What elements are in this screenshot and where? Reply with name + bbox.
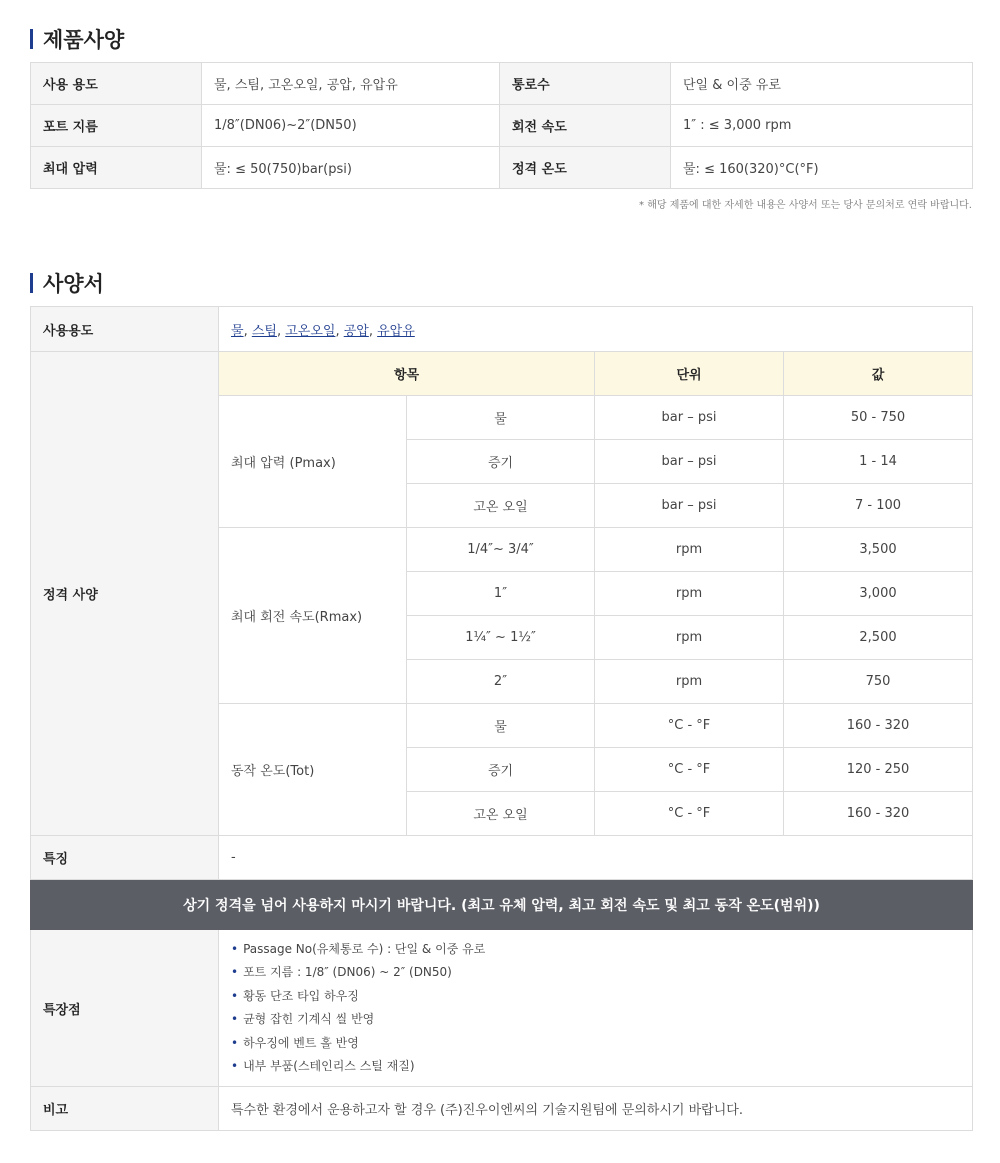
sub-item: 고온 오일 (407, 792, 595, 836)
spec-value: 물: ≤ 50(750)bar(psi) (202, 147, 500, 189)
spec-value: 물: ≤ 160(320)°C(°F) (671, 147, 973, 189)
sub-item: 1/4″~ 3/4″ (407, 528, 595, 572)
value-cell: 3,000 (784, 572, 973, 616)
spec-row (31, 147, 973, 189)
group-name: 최대 회전 속도(Rmax) (219, 528, 407, 704)
spec-label: 정격 온도 (500, 147, 671, 189)
value-cell: 160 - 320 (784, 704, 973, 748)
usage-link-pneumatic[interactable]: 공압 (343, 323, 369, 339)
usage-links: 물, 스팀, 고온오일, 공압, 유압유 (219, 307, 973, 352)
unit-cell: rpm (595, 528, 784, 572)
strengths-list (231, 936, 960, 1081)
value-cell: 120 - 250 (784, 748, 973, 792)
value-cell: 750 (784, 660, 973, 704)
sub-item: 증기 (407, 440, 595, 484)
warning-row (31, 880, 973, 930)
usage-link-hydraulic-oil[interactable]: 유압유 (377, 323, 415, 339)
usage-row (31, 307, 973, 352)
spec-row (31, 105, 973, 147)
usage-link-water[interactable]: 물 (231, 323, 244, 339)
header-unit: 단위 (595, 352, 784, 396)
sub-item: 고온 오일 (407, 484, 595, 528)
sub-item: 2″ (407, 660, 595, 704)
value-cell: 2,500 (784, 616, 973, 660)
remarks-value: 특수한 환경에서 운용하고자 할 경우 (주)진우이엔씨의 기술지원팀에 문의하시기 바랍니다. (219, 1087, 973, 1131)
unit-cell: bar – psi (595, 440, 784, 484)
datasheet-title-text: 사양서 (43, 272, 104, 296)
spec-row (31, 63, 973, 105)
list-item: • Passage No(유체통로 수) : 단일 & 이중 유로 (231, 938, 960, 962)
warning-banner: 상기 정격을 넘어 사용하지 마시기 바랍니다. (최고 유체 압력, 최고 회전 속도 및 최고 동작 온도(범위)) (31, 880, 973, 930)
list-item: • 황동 단조 타입 하우징 (231, 985, 960, 1009)
unit-cell: °C - °F (595, 748, 784, 792)
usage-link-steam[interactable]: 스팀 (251, 323, 277, 339)
unit-cell: bar – psi (595, 396, 784, 440)
spec-value: 물, 스팀, 고온오일, 공압, 유압유 (202, 63, 500, 105)
usage-link-hot-oil[interactable]: 고온오일 (285, 323, 336, 339)
unit-cell: °C - °F (595, 704, 784, 748)
strengths-row (31, 930, 973, 1087)
group-name: 동작 온도(Tot) (219, 704, 407, 836)
datasheet-section-title (30, 268, 104, 298)
value-cell: 1 - 14 (784, 440, 973, 484)
sub-item: 물 (407, 396, 595, 440)
spec-label: 최대 압력 (31, 147, 202, 189)
sub-item: 증기 (407, 748, 595, 792)
spec-label: 포트 지름 (31, 105, 202, 147)
feature-label: 특징 (31, 836, 219, 880)
title-accent-bar (30, 29, 33, 49)
spec-label: 통로수 (500, 63, 671, 105)
spec-note: * 해당 제품에 대한 자세한 내용은 사양서 또는 당사 문의처로 연락 바랍니다. (639, 200, 972, 211)
spec-label: 사용 용도 (31, 63, 202, 105)
unit-cell: rpm (595, 572, 784, 616)
sub-item: 물 (407, 704, 595, 748)
group-name: 최대 압력 (Pmax) (219, 396, 407, 528)
spec-section-title (30, 24, 124, 54)
rating-header-row (31, 352, 973, 396)
usage-label: 사용용도 (31, 307, 219, 352)
sub-item: 1″ (407, 572, 595, 616)
list-item: • 균형 잡힌 기계식 씰 반영 (231, 1008, 960, 1032)
spec-value: 단일 & 이중 유로 (671, 63, 973, 105)
datasheet-table (30, 306, 973, 1131)
strengths-label: 특장점 (31, 930, 219, 1087)
spec-value: 1/8″(DN06)~2″(DN50) (202, 105, 500, 147)
header-item: 항목 (219, 352, 595, 396)
value-cell: 160 - 320 (784, 792, 973, 836)
strengths-cell (219, 930, 973, 1087)
title-accent-bar (30, 273, 33, 293)
remarks-row (31, 1087, 973, 1131)
spec-label: 회전 속도 (500, 105, 671, 147)
remarks-label: 비고 (31, 1087, 219, 1131)
spec-value: 1″ : ≤ 3,000 rpm (671, 105, 973, 147)
spec-title-text: 제품사양 (43, 28, 125, 52)
sub-item: 1¼″ ~ 1½″ (407, 616, 595, 660)
list-item: • 내부 부품(스테인리스 스틸 재질) (231, 1055, 960, 1079)
value-cell: 50 - 750 (784, 396, 973, 440)
unit-cell: rpm (595, 660, 784, 704)
rating-label: 정격 사양 (31, 352, 219, 836)
unit-cell: bar – psi (595, 484, 784, 528)
value-cell: 3,500 (784, 528, 973, 572)
header-value: 값 (784, 352, 973, 396)
unit-cell: rpm (595, 616, 784, 660)
feature-value: - (219, 836, 973, 880)
list-item: • 포트 지름 : 1/8″ (DN06) ~ 2″ (DN50) (231, 961, 960, 985)
spec-table (30, 62, 973, 189)
list-item: • 하우징에 벤트 홀 반영 (231, 1032, 960, 1056)
value-cell: 7 - 100 (784, 484, 973, 528)
unit-cell: °C - °F (595, 792, 784, 836)
feature-row (31, 836, 973, 880)
